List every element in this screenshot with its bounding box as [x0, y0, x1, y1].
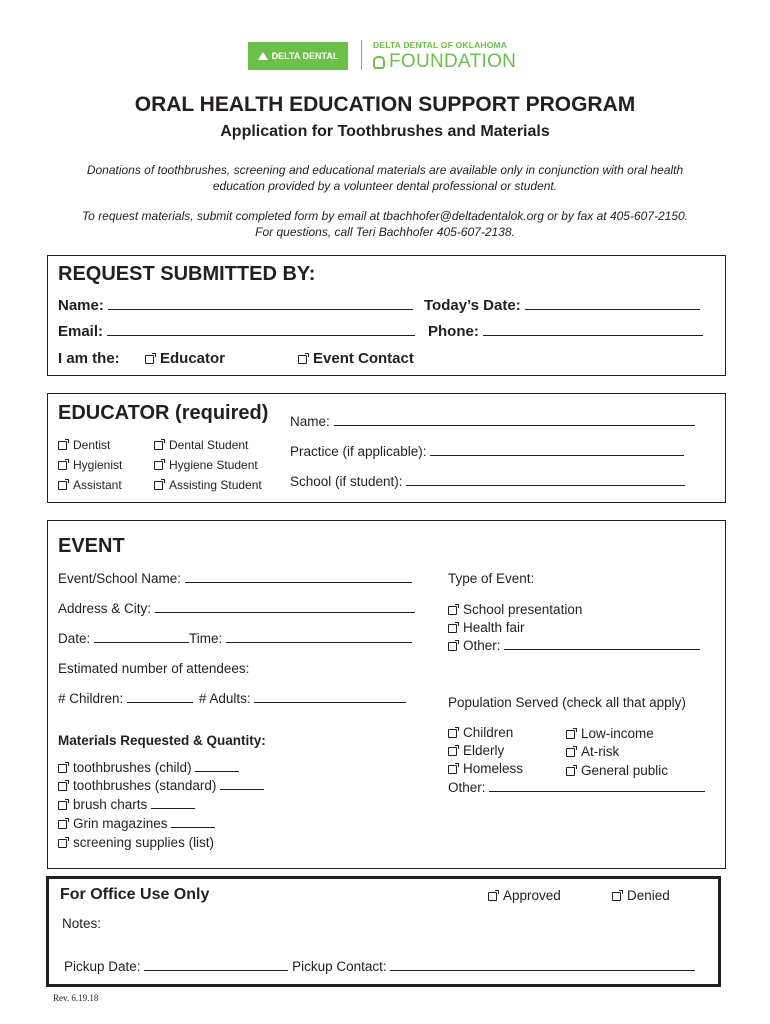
event-school-name-label: Event/School Name:: [58, 571, 182, 586]
educator-heading: EDUCATOR (required): [58, 402, 269, 424]
intro-text-3: To request materials, submit completed form by email at tbachhofer@deltadentalok.org or by fax at 405-607-2150.: [81, 209, 689, 223]
children-count-field[interactable]: [127, 702, 193, 703]
checkbox-icon[interactable]: [566, 748, 575, 757]
checkbox-icon[interactable]: [58, 839, 67, 848]
denied-checkbox-option[interactable]: Denied: [612, 888, 670, 903]
material-screening-supplies[interactable]: screening supplies (list): [58, 835, 214, 850]
population-label: Population Served (check all that apply): [448, 695, 686, 710]
revision-note: Rev. 6.19.18: [53, 993, 99, 1003]
type-health-fair[interactable]: Health fair: [448, 620, 525, 635]
checkbox-icon[interactable]: [58, 481, 67, 490]
name-field[interactable]: [108, 309, 413, 310]
material-toothbrushes-child[interactable]: toothbrushes (child): [58, 760, 239, 775]
checkbox-icon[interactable]: [448, 642, 457, 651]
phone-field[interactable]: [483, 335, 703, 336]
role-hygiene-student[interactable]: Hygiene Student: [154, 458, 258, 472]
quantity-field[interactable]: [151, 808, 195, 809]
role-dentist[interactable]: Dentist: [58, 438, 110, 452]
checkbox-icon[interactable]: [154, 441, 163, 450]
role-assisting-student[interactable]: Assisting Student: [154, 478, 262, 492]
logo-divider: [361, 40, 362, 70]
todays-date-label: Today’s Date:: [424, 297, 521, 314]
request-section: [47, 255, 726, 376]
checkbox-icon[interactable]: [448, 747, 457, 756]
checkbox-icon[interactable]: [58, 461, 67, 470]
checkbox-icon[interactable]: [566, 730, 575, 739]
tooth-icon: [373, 56, 385, 69]
checkbox-icon[interactable]: [488, 892, 497, 901]
pop-at-risk[interactable]: At-risk: [566, 744, 619, 759]
pop-low-income[interactable]: Low-income: [566, 726, 654, 741]
checkbox-icon[interactable]: [58, 820, 67, 829]
educator-section: [47, 393, 726, 503]
pickup-contact-field[interactable]: [390, 970, 695, 971]
date-field[interactable]: [94, 642, 189, 643]
adults-count-label: # Adults:: [198, 691, 251, 706]
event-heading: EVENT: [58, 535, 125, 557]
educator-checkbox-option[interactable]: Educator: [145, 350, 225, 367]
checkbox-icon[interactable]: [448, 765, 457, 774]
request-heading: REQUEST SUBMITTED BY:: [58, 263, 316, 285]
checkbox-icon[interactable]: [448, 624, 457, 633]
pop-children[interactable]: Children: [448, 725, 513, 740]
quantity-field[interactable]: [171, 827, 215, 828]
adults-count-field[interactable]: [254, 702, 406, 703]
todays-date-field[interactable]: [525, 309, 700, 310]
quantity-field[interactable]: [220, 789, 264, 790]
role-assistant[interactable]: Assistant: [58, 478, 122, 492]
event-section: [47, 520, 726, 869]
checkbox-icon[interactable]: [448, 729, 457, 738]
practice-label: Practice (if applicable):: [290, 444, 427, 459]
pickup-date-label: Pickup Date:: [64, 959, 141, 974]
pop-general-public[interactable]: General public: [566, 763, 668, 778]
delta-logo-text: DELTA DENTAL: [271, 51, 339, 61]
school-label: School (if student):: [290, 474, 403, 489]
intro-text-1: Donations of toothbrushes, screening and educational materials are available only in conjunction with oral health: [86, 163, 684, 177]
page-subtitle: Application for Toothbrushes and Materials: [220, 123, 550, 140]
educator-name-label: Name:: [290, 414, 330, 429]
foundation-logo-top: DELTA DENTAL OF OKLAHOMA: [373, 40, 508, 50]
role-dental-student[interactable]: Dental Student: [154, 438, 248, 452]
pop-elderly[interactable]: Elderly: [448, 743, 504, 758]
pickup-contact-label: Pickup Contact:: [292, 959, 387, 974]
delta-triangle-icon: [258, 52, 268, 60]
delta-dental-logo: [248, 42, 348, 70]
phone-label: Phone:: [428, 323, 479, 340]
children-count-label: # Children:: [58, 691, 124, 706]
name-label: Name:: [58, 297, 104, 314]
checkbox-icon[interactable]: [145, 355, 154, 364]
time-label: Time:: [189, 631, 223, 646]
foundation-logo-main: FOUNDATION: [389, 51, 517, 72]
type-other[interactable]: Other:: [448, 638, 700, 653]
checkbox-icon[interactable]: [58, 764, 67, 773]
type-school-presentation[interactable]: School presentation: [448, 602, 582, 617]
checkbox-icon[interactable]: [58, 782, 67, 791]
checkbox-icon[interactable]: [448, 606, 457, 615]
office-use-section: [46, 876, 721, 987]
pop-other-label: Other:: [448, 780, 486, 795]
role-hygienist[interactable]: Hygienist: [58, 458, 122, 472]
material-toothbrushes-standard[interactable]: toothbrushes (standard): [58, 778, 264, 793]
school-field[interactable]: [406, 485, 685, 486]
type-of-event-label: Type of Event:: [448, 571, 535, 586]
email-field[interactable]: [107, 335, 415, 336]
materials-label: Materials Requested & Quantity:: [58, 733, 266, 748]
event-contact-checkbox-option[interactable]: Event Contact: [298, 350, 414, 367]
intro-text-4: For questions, call Teri Bachhofer 405-607-2138.: [255, 225, 515, 239]
address-field[interactable]: [155, 612, 415, 613]
checkbox-icon[interactable]: [612, 892, 621, 901]
foundation-logo: [373, 40, 516, 73]
intro-text-2: education provided by a volunteer dental professional or student.: [212, 179, 558, 193]
educator-name-field[interactable]: [334, 425, 695, 426]
office-heading: For Office Use Only: [60, 886, 210, 903]
email-label: Email:: [58, 323, 104, 340]
date-label: Date:: [58, 631, 91, 646]
attendees-label: Estimated number of attendees:: [58, 661, 250, 676]
page-title: ORAL HEALTH EDUCATION SUPPORT PROGRAM: [134, 93, 636, 116]
checkbox-icon[interactable]: [58, 441, 67, 450]
checkbox-icon[interactable]: [154, 461, 163, 470]
notes-label: Notes:: [62, 916, 102, 931]
type-other-field[interactable]: [504, 649, 700, 650]
quantity-field[interactable]: [195, 771, 239, 772]
approved-checkbox-option[interactable]: Approved: [488, 888, 561, 903]
iam-label: I am the:: [58, 350, 120, 367]
event-school-name-field[interactable]: [185, 582, 412, 583]
pop-homeless[interactable]: Homeless: [448, 761, 523, 776]
checkbox-icon[interactable]: [58, 801, 67, 810]
checkbox-icon[interactable]: [566, 767, 575, 776]
pop-other-field[interactable]: [489, 791, 705, 792]
checkbox-icon[interactable]: [154, 481, 163, 490]
address-label: Address & City:: [58, 601, 152, 616]
material-grin-magazines[interactable]: Grin magazines: [58, 816, 215, 831]
time-field[interactable]: [226, 642, 412, 643]
pickup-date-field[interactable]: [144, 970, 288, 971]
checkbox-icon[interactable]: [298, 355, 307, 364]
material-brush-charts[interactable]: brush charts: [58, 797, 195, 812]
practice-field[interactable]: [430, 455, 684, 456]
